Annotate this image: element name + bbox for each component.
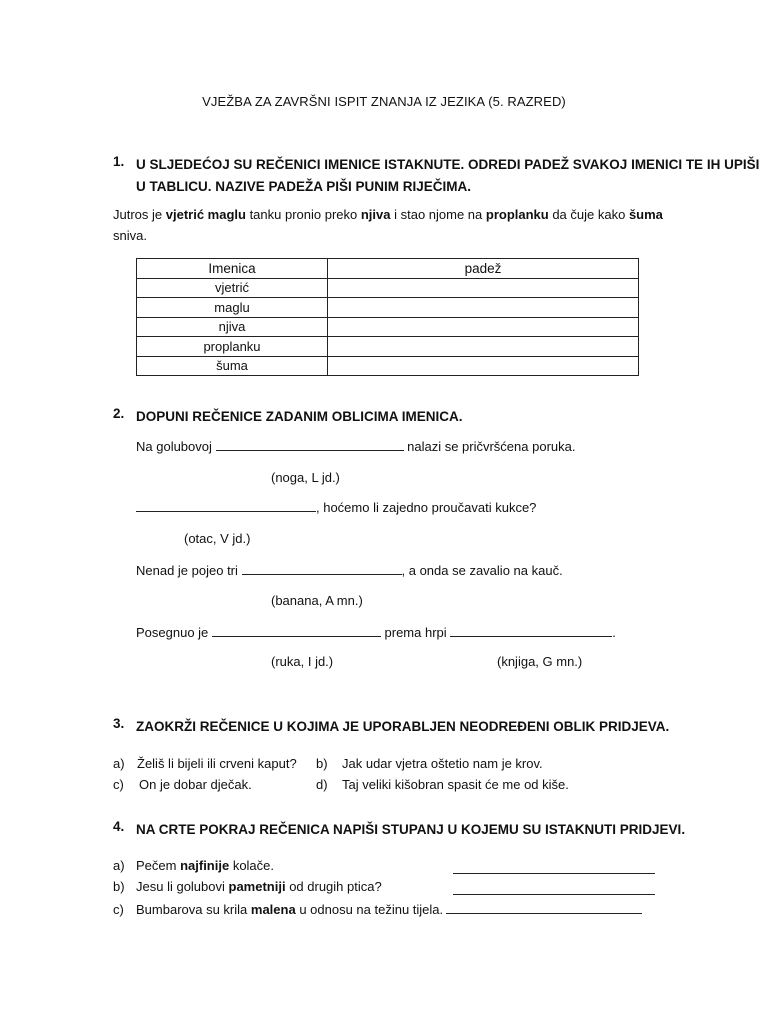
sentence-text: Posegnuo je — [136, 625, 212, 640]
noun-cell: maglu — [137, 298, 328, 318]
question-1-line-2: U TABLICU. NAZIVE PADEŽA PIŠI PUNIM RIJEČIMA. — [136, 179, 472, 194]
column-header-noun: Imenica — [137, 259, 328, 279]
degree-item-a — [113, 858, 274, 873]
item-label: b) — [113, 879, 125, 894]
column-header-case: padež — [328, 259, 639, 279]
sentence-4 — [136, 624, 616, 640]
question-2-heading: DOPUNI REČENICE ZADANIM OBLICIMA IMENICA. — [136, 409, 463, 424]
sentence-part: Jutros je — [113, 207, 166, 222]
answer-blank[interactable] — [450, 624, 612, 637]
item-text: Bumbarova su krila — [136, 902, 251, 917]
sentence-text: Na golubovoj — [136, 439, 216, 454]
question-2-number: 2. — [113, 406, 125, 421]
option-label: a) — [113, 756, 125, 771]
option-text: Taj veliki kišobran spasit će me od kiše. — [342, 777, 569, 792]
highlighted-adjective: malena — [250, 902, 296, 917]
noun-cell: njiva — [137, 317, 328, 337]
sentence-text: Nenad je pojeo tri — [136, 563, 242, 578]
case-answer-cell[interactable] — [328, 337, 639, 357]
noun-cell: proplanku — [137, 337, 328, 357]
option-b[interactable] — [316, 756, 543, 771]
option-d[interactable] — [316, 777, 569, 792]
degree-item-c — [113, 901, 642, 917]
answer-blank[interactable] — [216, 438, 404, 451]
hint-4a: (ruka, I jd.) — [271, 654, 334, 669]
option-label: b) — [316, 756, 328, 771]
answer-blank[interactable] — [212, 624, 381, 637]
hint-3: (banana, A mn.) — [271, 593, 363, 608]
question-1-number: 1. — [113, 154, 125, 169]
sentence-text: nalazi se pričvršćena poruka. — [403, 439, 576, 454]
sentence-part: i stao njome na — [390, 207, 486, 222]
highlighted-noun: vjetrić maglu — [165, 207, 246, 222]
sentence-2 — [136, 499, 536, 515]
sentence-1 — [136, 438, 575, 454]
sentence-part: da čuje kako — [548, 207, 629, 222]
item-text: Jesu li golubovi — [136, 879, 229, 894]
case-answer-cell[interactable] — [328, 317, 639, 337]
table-row — [137, 278, 639, 298]
item-label: a) — [113, 858, 125, 873]
question-4-number: 4. — [113, 819, 125, 834]
question-1-line-1: U SLJEDEĆOJ SU REČENICI IMENICE ISTAKNUTE. ODREDI PADEŽ SVAKOJ IMENICI TE IH UPIŠI — [136, 157, 760, 172]
question-4-heading: NA CRTE POKRAJ REČENICA NAPIŠI STUPANJ U KOJEMU SU ISTAKNUTI PRIDJEVI. — [136, 822, 686, 837]
option-a[interactable] — [113, 756, 297, 771]
table-row — [137, 337, 639, 357]
hint-1: (noga, L jd.) — [271, 470, 340, 485]
option-c[interactable] — [113, 777, 252, 792]
option-label: c) — [113, 777, 124, 792]
table-row — [137, 317, 639, 337]
answer-line-a[interactable] — [453, 861, 655, 874]
sentence-part: tanku pronio preko — [245, 207, 361, 222]
question-3-number: 3. — [113, 716, 125, 731]
option-text: Želiš li bijeli ili crveni kaput? — [137, 756, 297, 771]
case-answer-cell[interactable] — [328, 298, 639, 318]
option-text: Jak udar vjetra oštetio nam je krov. — [342, 756, 543, 771]
table-row — [137, 298, 639, 318]
hint-4b: (knjiga, G mn.) — [497, 654, 583, 669]
answer-line-b[interactable] — [453, 882, 655, 895]
hint-2: (otac, V jd.) — [184, 531, 251, 546]
sentence-text: . — [612, 625, 616, 640]
item-text: u odnosu na težinu tijela. — [295, 902, 444, 917]
sentence-text: , a onda se zavalio na kauč. — [401, 563, 563, 578]
case-answer-cell[interactable] — [328, 278, 639, 298]
item-label: c) — [113, 902, 124, 917]
page-title: VJEŽBA ZA ZAVRŠNI ISPIT ZNANJA IZ JEZIKA (5. RAZRED) — [202, 94, 566, 109]
question-1-sentence — [113, 207, 663, 222]
highlighted-adjective: najfinije — [180, 858, 230, 873]
answer-blank[interactable] — [242, 562, 402, 575]
question-1-sentence-end: sniva. — [113, 228, 147, 243]
option-label: d) — [316, 777, 328, 792]
noun-cell: vjetrić — [137, 278, 328, 298]
answer-line-c[interactable] — [446, 901, 642, 914]
sentence-3 — [136, 562, 563, 578]
noun-cell: šuma — [137, 356, 328, 376]
answer-blank[interactable] — [136, 499, 316, 512]
highlighted-adjective: pametniji — [228, 879, 286, 894]
item-text: od drugih ptica? — [285, 879, 382, 894]
case-answer-cell[interactable] — [328, 356, 639, 376]
option-text: On je dobar dječak. — [139, 777, 252, 792]
highlighted-noun: šuma — [628, 207, 663, 222]
noun-case-table — [136, 258, 639, 376]
item-text: kolače. — [229, 858, 275, 873]
degree-item-b — [113, 879, 382, 894]
item-text: Pečem — [136, 858, 181, 873]
question-3-heading: ZAOKRŽI REČENICE U KOJIMA JE UPORABLJEN NEODREĐENI OBLIK PRIDJEVA. — [136, 719, 670, 734]
table-row — [137, 356, 639, 376]
table-header-row — [137, 259, 639, 279]
highlighted-noun: proplanku — [485, 207, 549, 222]
sentence-text: prema hrpi — [380, 625, 451, 640]
sentence-text: , hoćemo li zajedno proučavati kukce? — [316, 500, 537, 515]
highlighted-noun: njiva — [360, 207, 391, 222]
